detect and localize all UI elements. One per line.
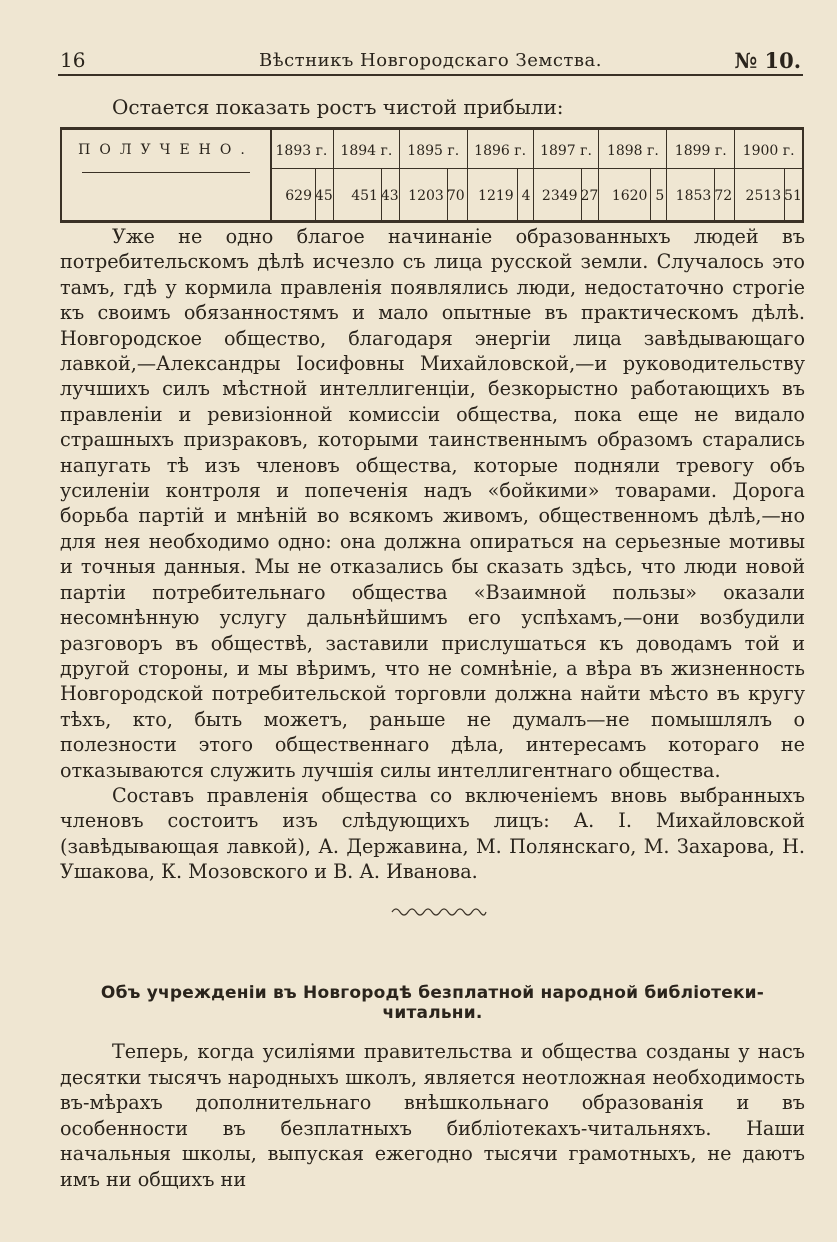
year-header: 1899 г. — [667, 130, 734, 169]
rubles-cell: 2513 — [735, 168, 785, 220]
kopeks-cell: 4 — [521, 188, 531, 204]
kopeks-cell: 51 — [784, 188, 802, 204]
year-header: 1894 г. — [334, 130, 399, 169]
year-column — [468, 130, 534, 220]
kopeks-cell: 72 — [714, 188, 733, 204]
kopeks-cell: 5 — [655, 188, 665, 204]
year-columns — [270, 130, 804, 220]
year-column — [667, 130, 735, 220]
rubles-cell: 1853 — [667, 168, 715, 220]
paragraph: Уже не одно благое начинаніе образованныхъ людей въ потребительскомъ дѣлѣ исчезло съ лица русской земли. Случалось это тамъ, гдѣ у кормила правленія появлялись люди, недостаточно строгіе къ своимъ обязанностямъ и мало опытные въ практическомъ дѣлѣ. Новгородское общество, благодаря энергіи лица завѣдывающаго лавкой,—Александры Іосифовны Михайловской,—и руководительству лучшихъ силъ мѣстной интеллигенціи, безкорыстно работающихъ въ правленіи и ревизіонной комиссіи общества, пока еще не видало страшныхъ призраковъ, которыми таинственнымъ образомъ старались напугать тѣ изъ членовъ общества, которые подняли тревогу объ усиленіи контроля и попеченія надъ «бойкими» товарами. Дорога борьба партій и мнѣній во всякомъ живомъ, общественномъ дѣлѣ,—но для нея необходимо одно: она должна опираться на серьезные мотивы и точныя данныя. Мы не отказались бы сказать здѣсь, что люди новой партіи потребительнаго общества «Взаимной пользы» оказали несомнѣнную услугу дальнѣйшимъ его успѣхамъ,—они возбудили разговоръ въ обществѣ, заставили прислушаться къ доводамъ той и другой стороны, и мы вѣримъ, что не сомнѣніе, а вѣра въ жизненность Новгородской потребительской торговли должна найти мѣсто въ кругу тѣхъ, кто, быть можетъ, раньше не думалъ—не помышлялъ о полезности этого общественнаго дѣла, интересамъ котораго не отказываются служить лучшія силы интеллигентнаго общества. — [60, 225, 805, 782]
rubles-cell: 2349 — [534, 168, 582, 220]
page-number: 16 — [60, 48, 86, 72]
rubles-cell: 1219 — [468, 168, 518, 220]
issue-number: № 10. — [734, 48, 801, 73]
row-label: ПОЛУЧЕНО. — [78, 142, 254, 158]
table-intro: Остается показать ростъ чистой прибыли: — [112, 95, 564, 119]
year-header: 1898 г. — [599, 130, 666, 169]
journal-title: Вѣстникъ Новгородскаго Земства. — [259, 50, 602, 71]
year-header: 1895 г. — [400, 130, 467, 169]
year-column — [400, 130, 468, 220]
section-title: Объ учрежденіи въ Новгородѣ безплатной народной библіотеки-читальни. — [100, 983, 765, 1023]
rubles-cell: 1620 — [599, 168, 651, 220]
row-label-rule — [82, 172, 250, 173]
year-column — [334, 130, 400, 220]
year-header: 1897 г. — [534, 130, 599, 169]
year-column — [735, 130, 804, 220]
year-header: 1896 г. — [468, 130, 533, 169]
paragraph: Теперь, когда усиліями правительства и общества созданы у насъ десятки тысячъ народныхъ школъ, является неотложная необходимость въ-мѣрахъ дополнительнаго внѣшкольнаго образованія и въ особенности въ безплатныхъ библіотекахъ-читальняхъ. Наши начальныя школы, выпуская ежегодно тысячи грамотныхъ, не даютъ имъ ни общихъ ни — [60, 1040, 805, 1191]
year-header: 1893 г. — [270, 130, 333, 169]
page-header — [58, 48, 803, 76]
rubles-cell: 1203 — [400, 168, 448, 220]
article-body — [60, 224, 805, 885]
year-column — [599, 130, 667, 220]
year-header: 1900 г. — [735, 130, 802, 169]
year-column — [270, 130, 334, 220]
rubles-cell: 451 — [334, 168, 382, 220]
kopeks-cell: 70 — [446, 188, 465, 204]
year-column — [534, 130, 600, 220]
kopeks-cell: 45 — [314, 188, 333, 204]
profit-table — [60, 127, 804, 223]
row-label-cell — [60, 130, 272, 220]
section-body — [60, 1039, 805, 1193]
rubles-cell: 629 — [270, 168, 316, 220]
kopeks-cell: 43 — [380, 188, 399, 204]
wavy-divider-icon — [390, 904, 488, 920]
paragraph: Составъ правленія общества со включеніемъ вновь выбранныхъ членовъ состоитъ изъ слѣдующихъ лицъ: А. І. Михайловской (завѣдывающая лавкой), А. Державина, М. Полянскаго, М. Захарова, Н. Ушакова, К. Мозовского и В. А. Иванова. — [60, 783, 805, 884]
kopeks-cell: 27 — [580, 188, 599, 204]
